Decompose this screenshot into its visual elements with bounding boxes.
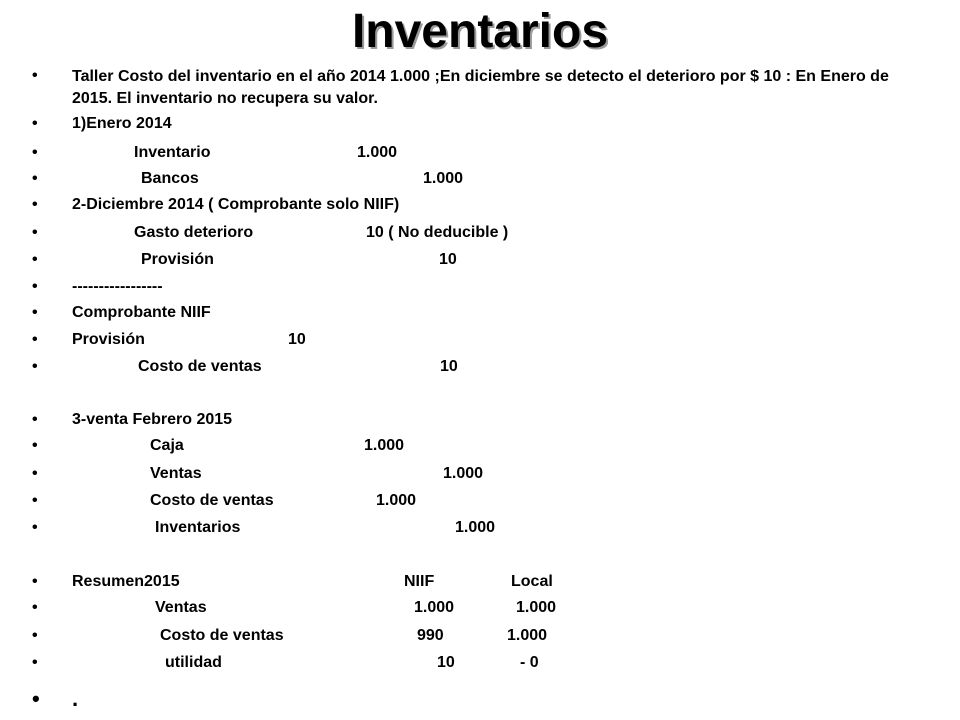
amount-value: 1.000 [455, 519, 496, 536]
bullet-icon: • [32, 67, 38, 84]
summary-label: utilidad [165, 654, 222, 671]
summary-label: Costo de ventas [160, 627, 284, 644]
summary-local-value: - 0 [520, 654, 539, 671]
bullet-icon: • [32, 654, 38, 671]
bullet-icon: • [32, 331, 38, 348]
account-label: Provisión [72, 331, 145, 348]
entry2-heading: 2-Diciembre 2014 ( Comprobante solo NIIF) [72, 196, 400, 213]
bullet-icon: • [32, 465, 38, 482]
account-label: Inventarios [155, 519, 241, 536]
summary-local-value: 1.000 [516, 599, 557, 616]
summary-local-value: 1.000 [507, 627, 548, 644]
summary-col-local: Local [511, 573, 553, 590]
entry1-heading: 1)Enero 2014 [72, 115, 172, 132]
amount-value: 10 [288, 331, 306, 348]
niif-heading: Comprobante NIIF [72, 304, 211, 321]
intro-text: Taller Costo del inventario en el año 2014 1.000 ;En diciembre se detecto el deterioro por $ 10 : En Enero de 2015. El inventario no recupera su valor. [72, 68, 889, 107]
summary-niif-value: 10 [437, 654, 455, 671]
account-label: Caja [150, 437, 184, 454]
amount-value: 1.000 [364, 437, 405, 454]
bullet-icon: • [32, 278, 38, 295]
bullet-icon: • [32, 599, 38, 616]
account-label: Costo de ventas [150, 492, 274, 509]
bullet-icon: • [32, 170, 38, 187]
bullet-icon: • [32, 358, 38, 375]
account-label: Provisión [141, 251, 214, 268]
bullet-icon: • [32, 115, 38, 132]
bullet-icon: • [32, 304, 38, 321]
account-label: Bancos [141, 170, 199, 187]
summary-niif-value: 990 [417, 627, 444, 644]
summary-label: Ventas [155, 599, 207, 616]
amount-value: 1.000 [376, 492, 417, 509]
separator-line: ----------------- [72, 278, 163, 295]
entry3-heading: 3-venta Febrero 2015 [72, 411, 233, 428]
amount-value: 10 ( No deducible ) [366, 224, 509, 241]
amount-value: 1.000 [423, 170, 464, 187]
bullet-icon: • [32, 437, 38, 454]
summary-heading: Resumen2015 [72, 573, 180, 590]
summary-niif-value: 1.000 [414, 599, 455, 616]
amount-value: 1.000 [357, 144, 398, 161]
bullet-icon: • [32, 251, 38, 268]
bullet-icon: • [32, 411, 38, 428]
final-mark: . [72, 686, 79, 711]
bullet-icon: • [32, 224, 38, 241]
bullet-icon: • [32, 519, 38, 536]
bullet-icon: • [32, 627, 38, 644]
account-label: Inventario [134, 144, 211, 161]
account-label: Ventas [150, 465, 202, 482]
amount-value: 10 [440, 358, 458, 375]
amount-value: 10 [439, 251, 457, 268]
summary-col-niif: NIIF [404, 573, 435, 590]
bullet-icon: • [32, 573, 38, 590]
bullet-icon: • [32, 686, 40, 711]
account-label: Gasto deterioro [134, 224, 254, 241]
amount-value: 1.000 [443, 465, 484, 482]
bullet-icon: • [32, 492, 38, 509]
account-label: Costo de ventas [138, 358, 262, 375]
slide-title: Inventarios [351, 5, 609, 58]
bullet-icon: • [32, 196, 38, 213]
bullet-icon: • [32, 144, 38, 161]
